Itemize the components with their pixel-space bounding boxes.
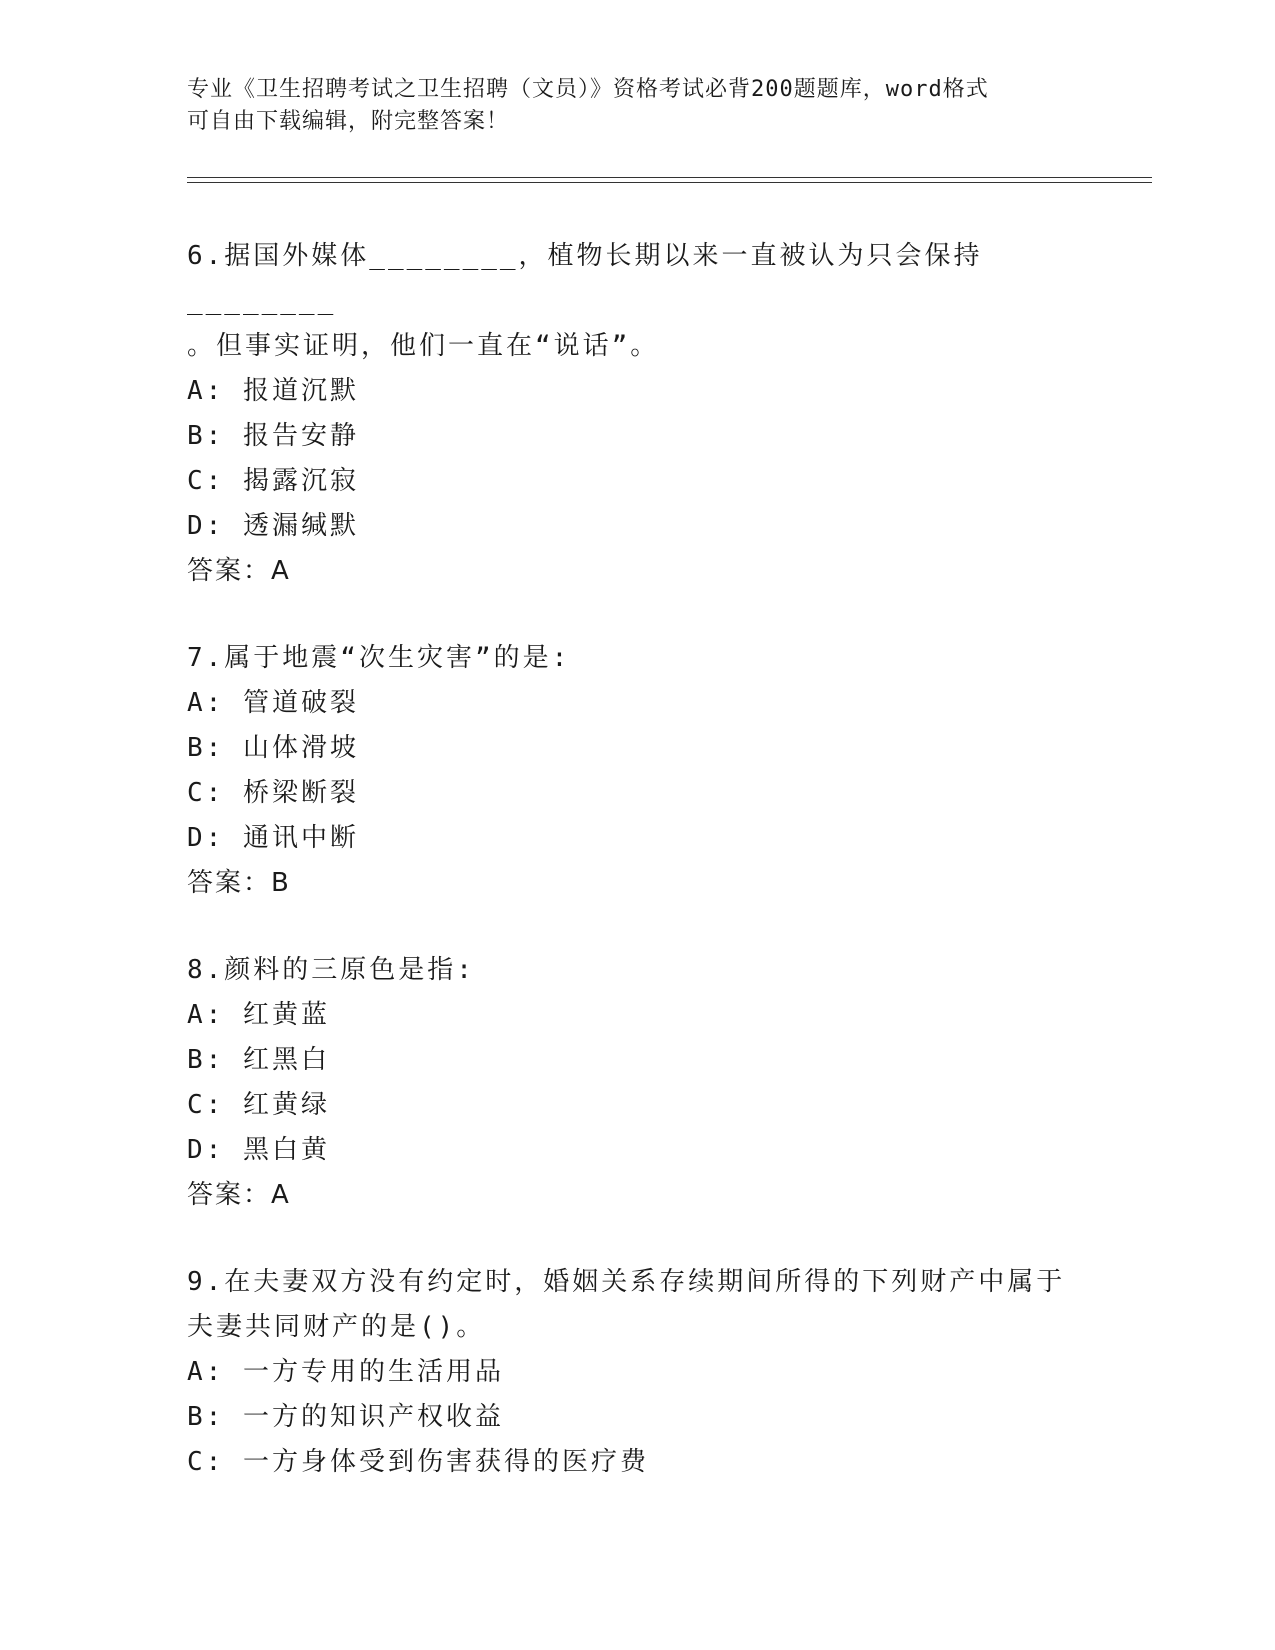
option-d: D: 透漏缄默 [187, 511, 359, 541]
option-a: A: 红黄蓝 [187, 1000, 330, 1030]
header-line-2: 可自由下载编辑，附完整答案！ [187, 109, 510, 134]
question-text: 9.在夫妻双方没有约定时，婚姻关系存续期间所得的下列财产中属于 [187, 1267, 1066, 1297]
answer: 答案：A [187, 556, 291, 586]
option-c: C: 一方身体受到伤害获得的医疗费 [187, 1447, 649, 1477]
question-8 [187, 948, 1087, 1218]
question-text: 。但事实证明，他们一直在“说话”。 [187, 331, 660, 361]
option-b: B: 红黑白 [187, 1045, 330, 1075]
option-b: B: 山体滑坡 [187, 733, 359, 763]
document-header [187, 74, 1087, 138]
header-divider [187, 177, 1152, 183]
question-text: 7.属于地震“次生灾害”的是: [187, 643, 571, 673]
option-a: A: 管道破裂 [187, 688, 359, 718]
option-c: C: 揭露沉寂 [187, 466, 359, 496]
question-9 [187, 1260, 1087, 1485]
option-a: A: 一方专用的生活用品 [187, 1357, 504, 1387]
header-line-1: 专业《卫生招聘考试之卫生招聘（文员）》资格考试必背200题题库，word格式 [187, 77, 989, 102]
question-6 [187, 234, 1087, 594]
option-c: C: 红黄绿 [187, 1090, 330, 1120]
question-text: 6.据国外媒体________，植物长期以来一直被认为只会保持________ [187, 241, 983, 316]
option-b: B: 一方的知识产权收益 [187, 1402, 504, 1432]
question-7 [187, 636, 1087, 906]
answer: 答案：B [187, 868, 291, 898]
option-a: A: 报道沉默 [187, 376, 359, 406]
option-d: D: 通讯中断 [187, 823, 359, 853]
option-c: C: 桥梁断裂 [187, 778, 359, 808]
answer: 答案：A [187, 1180, 291, 1210]
option-d: D: 黑白黄 [187, 1135, 330, 1165]
option-b: B: 报告安静 [187, 421, 359, 451]
question-text: 8.颜料的三原色是指: [187, 955, 475, 985]
question-list [187, 234, 1087, 1527]
question-text: 夫妻共同财产的是()。 [187, 1312, 486, 1342]
